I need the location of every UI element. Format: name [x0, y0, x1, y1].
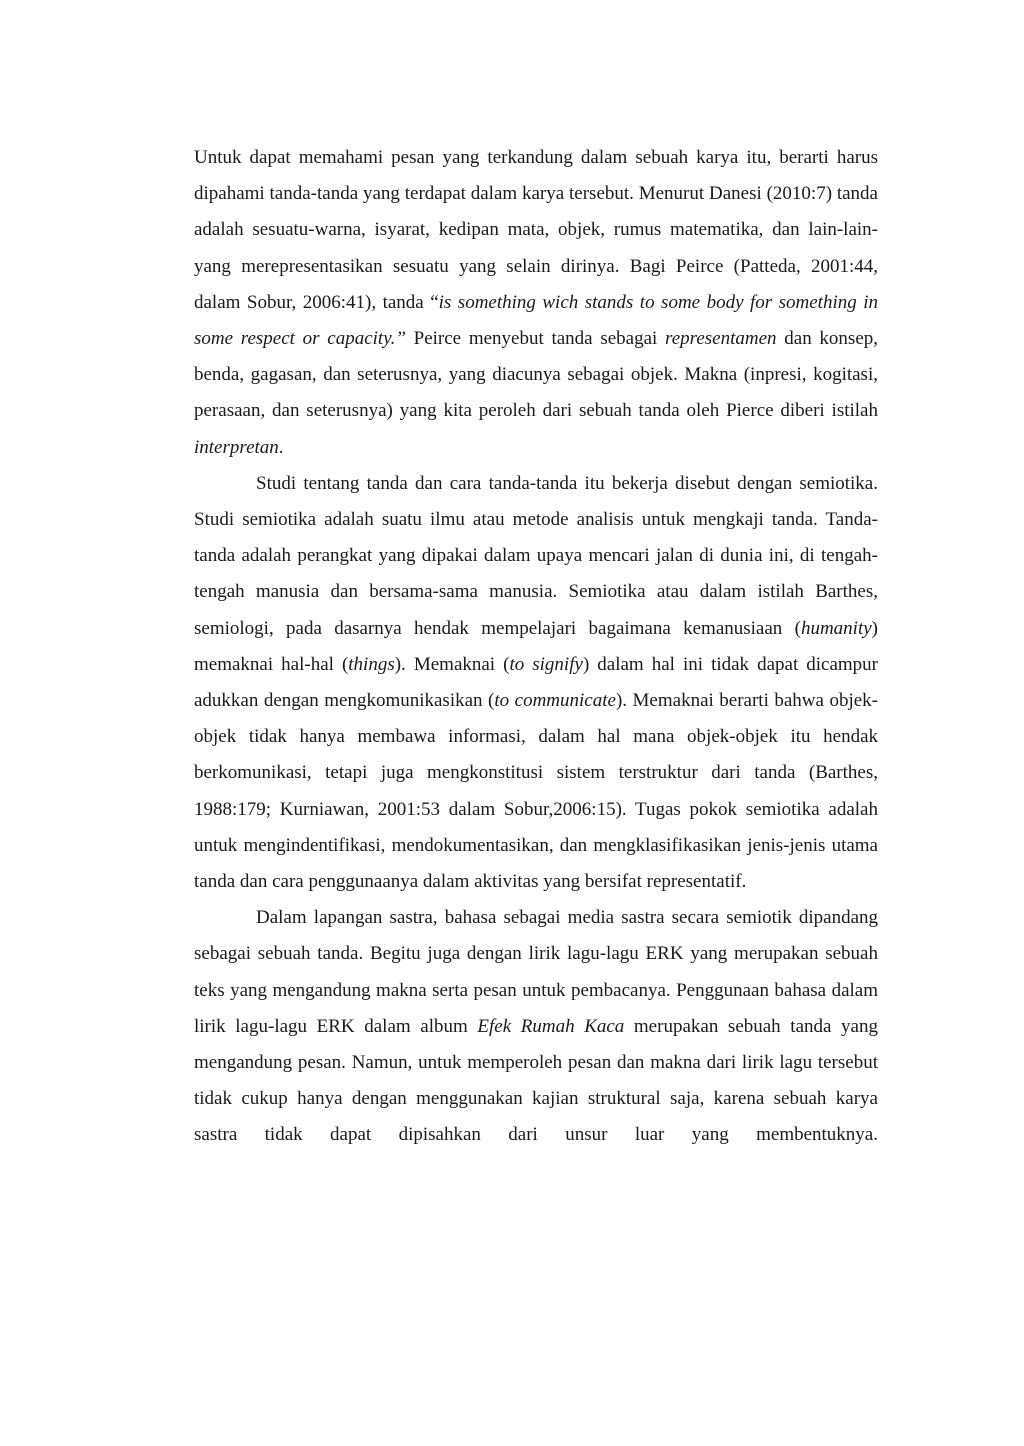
italic-text-run: things: [348, 653, 395, 675]
italic-text-run: to communicate: [494, 690, 616, 712]
text-run: ) dalam hal ini tidak dapat dicampur adukkan dengan mengkomunikasikan (: [194, 653, 879, 712]
text-run: .: [278, 436, 284, 458]
italic-text-run: to signify: [509, 653, 583, 675]
text-run: dan konsep, benda, gagasan, dan seterusnya, yang diacunya sebagai objek. Makna (inpresi, kogitasi, perasaan, dan seterusnya) yang kita peroleh dari sebuah tanda oleh Pierce diberi istilah: [194, 328, 879, 422]
italic-text-run: interpretan: [194, 436, 279, 458]
italic-text-run: is something wich stands to some body for something in some respect or capacity.”: [194, 291, 878, 350]
paragraph-2: [194, 466, 878, 900]
text-run: merupakan sebuah tanda yang mengandung pesan. Namun, untuk memperoleh pesan dan makna dari lirik lagu tersebut tidak cukup hanya dengan menggunakan kajian struktural saja, karena sebuah karya sastra tidak dapat dipisahkan dari unsur luar yang membentuknya.: [194, 1015, 878, 1146]
paragraph-3: [194, 900, 878, 1153]
text-run: ). Memaknai (: [394, 653, 510, 675]
text-run: ). Memaknai berarti bahwa objek-objek tidak hanya membawa informasi, dalam hal mana objek-objek itu hendak berkomunikasi, tetapi juga mengkonstitusi sistem terstruktur dari tanda (Barthes, 1988:179; Kurniawan, 2001:53 dalam Sobur,2006:15). Tugas pokok semiotika adalah untuk mengindentifikasi, mendokumentasikan, dan mengklasifikasikan jenis-jenis utama tanda dan cara penggunaanya dalam aktivitas yang bersifat representatif.: [194, 690, 878, 893]
paragraph-1: [194, 140, 878, 466]
italic-text-run: humanity: [800, 617, 872, 639]
italic-text-run: Efek Rumah Kaca: [477, 1015, 625, 1037]
document-page: [194, 140, 878, 1154]
text-run: Peirce menyebut tanda sebagai: [405, 328, 666, 350]
italic-text-run: representamen: [665, 328, 777, 350]
text-run: Untuk dapat memahami pesan yang terkandung dalam sebuah karya itu, berarti harus dipahami tanda-tanda yang terdapat dalam karya tersebut. Menurut Danesi (2010:7) tanda adalah sesuatu-warna, isyarat, kedipan mata, objek, rumus matematika, dan lain-lain-yang merepresentasikan sesuatu yang selain dirinya. Bagi Peirce (Patteda, 2001:44, dalam Sobur, 2006:41), tanda “: [194, 147, 878, 313]
text-run: Studi tentang tanda dan cara tanda-tanda itu bekerja disebut dengan semiotika. Studi semiotika adalah suatu ilmu atau metode analisis untuk mengkaji tanda. Tanda-tanda adalah perangkat yang dipakai dalam upaya mencari jalan di dunia ini, di tengah-tengah manusia dan bersama-sama manusia. Semiotika atau dalam istilah Barthes, semiologi, pada dasarnya hendak mempelajari bagaimana kemanusiaan (: [194, 472, 878, 639]
text-run: ) memaknai hal-hal (: [194, 617, 878, 675]
text-run: Dalam lapangan sastra, bahasa sebagai media sastra secara semiotik dipandang sebagai sebuah tanda. Begitu juga dengan lirik lagu-lagu ERK yang merupakan sebuah teks yang mengandung makna serta pesan untuk pembacanya. Penggunaan bahasa dalam lirik lagu-lagu ERK dalam album: [194, 907, 878, 1037]
